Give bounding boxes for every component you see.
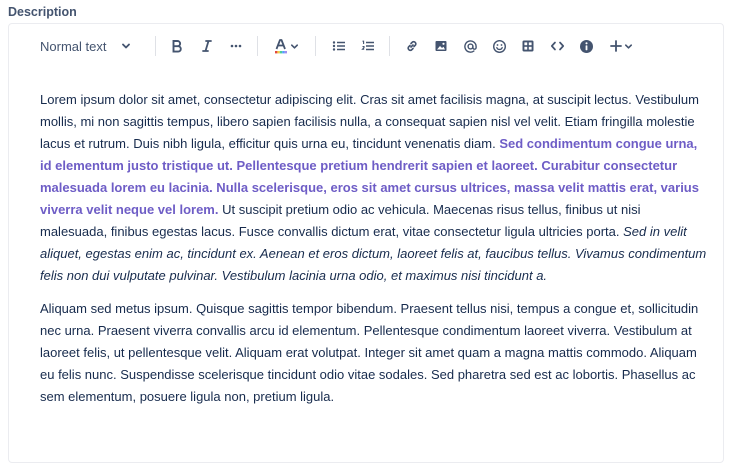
description-label: Description bbox=[8, 5, 77, 19]
mention-button[interactable] bbox=[460, 32, 480, 60]
emoji-button[interactable] bbox=[489, 32, 509, 60]
toolbar-divider bbox=[155, 36, 156, 56]
text-color-icon bbox=[273, 38, 289, 54]
insert-button[interactable] bbox=[605, 32, 637, 60]
text-color-button[interactable] bbox=[271, 32, 301, 60]
table-button[interactable] bbox=[518, 32, 538, 60]
chevron-down-icon bbox=[624, 42, 633, 51]
bullet-list-button[interactable] bbox=[329, 32, 349, 60]
bold-button[interactable] bbox=[167, 32, 187, 60]
text-style-dropdown[interactable] bbox=[33, 32, 135, 60]
bold-icon bbox=[170, 39, 184, 53]
italic-icon bbox=[200, 39, 214, 53]
bullet-list-icon bbox=[332, 39, 346, 53]
code-icon bbox=[550, 39, 565, 53]
code-button[interactable] bbox=[547, 32, 567, 60]
info-icon bbox=[579, 39, 594, 54]
description-editor[interactable] bbox=[8, 23, 724, 463]
text-style-label: Normal text bbox=[40, 38, 107, 54]
info-button[interactable] bbox=[576, 32, 596, 60]
toolbar-divider bbox=[315, 36, 316, 56]
toolbar-divider bbox=[389, 36, 390, 56]
table-icon bbox=[521, 39, 535, 53]
italic-text: Sed in velit aliquet, egestas enim ac, tincidunt ex. Aenean et eros dictum, laoreet felis at, faucibus tellus. Vivamus condimentum felis non dui vulputate pulvinar. Vestibulum lacinia urna odio, et maximus nisi tincidunt a. bbox=[40, 224, 707, 283]
editor-toolbar bbox=[9, 24, 723, 68]
image-icon bbox=[434, 39, 448, 53]
numbered-list-button[interactable] bbox=[358, 32, 378, 60]
link-button[interactable] bbox=[402, 32, 422, 60]
ellipsis-icon bbox=[229, 39, 243, 53]
editor-content[interactable] bbox=[40, 89, 710, 419]
image-button[interactable] bbox=[431, 32, 451, 60]
link-icon bbox=[405, 39, 419, 53]
chevron-down-icon bbox=[121, 41, 131, 51]
paragraph-text: Lorem ipsum dolor sit amet, consectetur adipiscing elit. Cras sit amet facilisis magna, at suscipit lectus. Vestibulum mollis, mi non sagittis tempus, libero sapien facilisis nulla, a consequat sapien nisl vel velit. Etiam fringilla molestie lacus et rutrum. Duis nibh ligula, efficitur quis urna eu, tincidunt venenatis diam. bbox=[40, 92, 699, 151]
mention-icon bbox=[463, 39, 478, 54]
plus-icon bbox=[609, 39, 623, 53]
numbered-list-icon bbox=[361, 39, 375, 53]
more-formatting-button[interactable] bbox=[225, 32, 247, 60]
italic-button[interactable] bbox=[197, 32, 217, 60]
paragraph: Aliquam sed metus ipsum. Quisque sagittis tempor bibendum. Praesent tellus nisi, tempus a congue et, sollicitudin nec urna. Praesent viverra convallis arcu id elementum. Pellentesque condimentum laoreet viverra. Vestibulum at laoreet felis, ut pellentesque velit. Aliquam erat volutpat. Integer sit amet quam a magna mattis commodo. Aliquam eu felis nunc. Suspendisse scelerisque tincidunt odio vitae sodales. Sed pharetra sed est ac lobortis. Phasellus ac sem elementum, posuere ligula non, pretium ligula. bbox=[40, 301, 699, 404]
paragraph-text: Ut suscipit pretium odio ac vehicula. Maecenas risus tellus, finibus ut nisi malesuada, finibus egestas lacus. Fusce convallis dictum erat, vitae consectetur ligula ultricies porta. bbox=[40, 202, 641, 239]
paragraph bbox=[40, 89, 710, 287]
toolbar-divider bbox=[257, 36, 258, 56]
chevron-down-icon bbox=[290, 42, 299, 51]
emoji-icon bbox=[492, 39, 507, 54]
highlighted-text: Sed condimentum congue urna, id elementum justo tristique ut. Pellentesque pretium hendrerit sapien et laoreet. Curabitur consectetur malesuada lorem eu lacinia. Nulla scelerisque, eros sit amet cursus ultrices, massa velit mattis erat, varius viverra velit neque vel lorem. bbox=[40, 136, 699, 217]
